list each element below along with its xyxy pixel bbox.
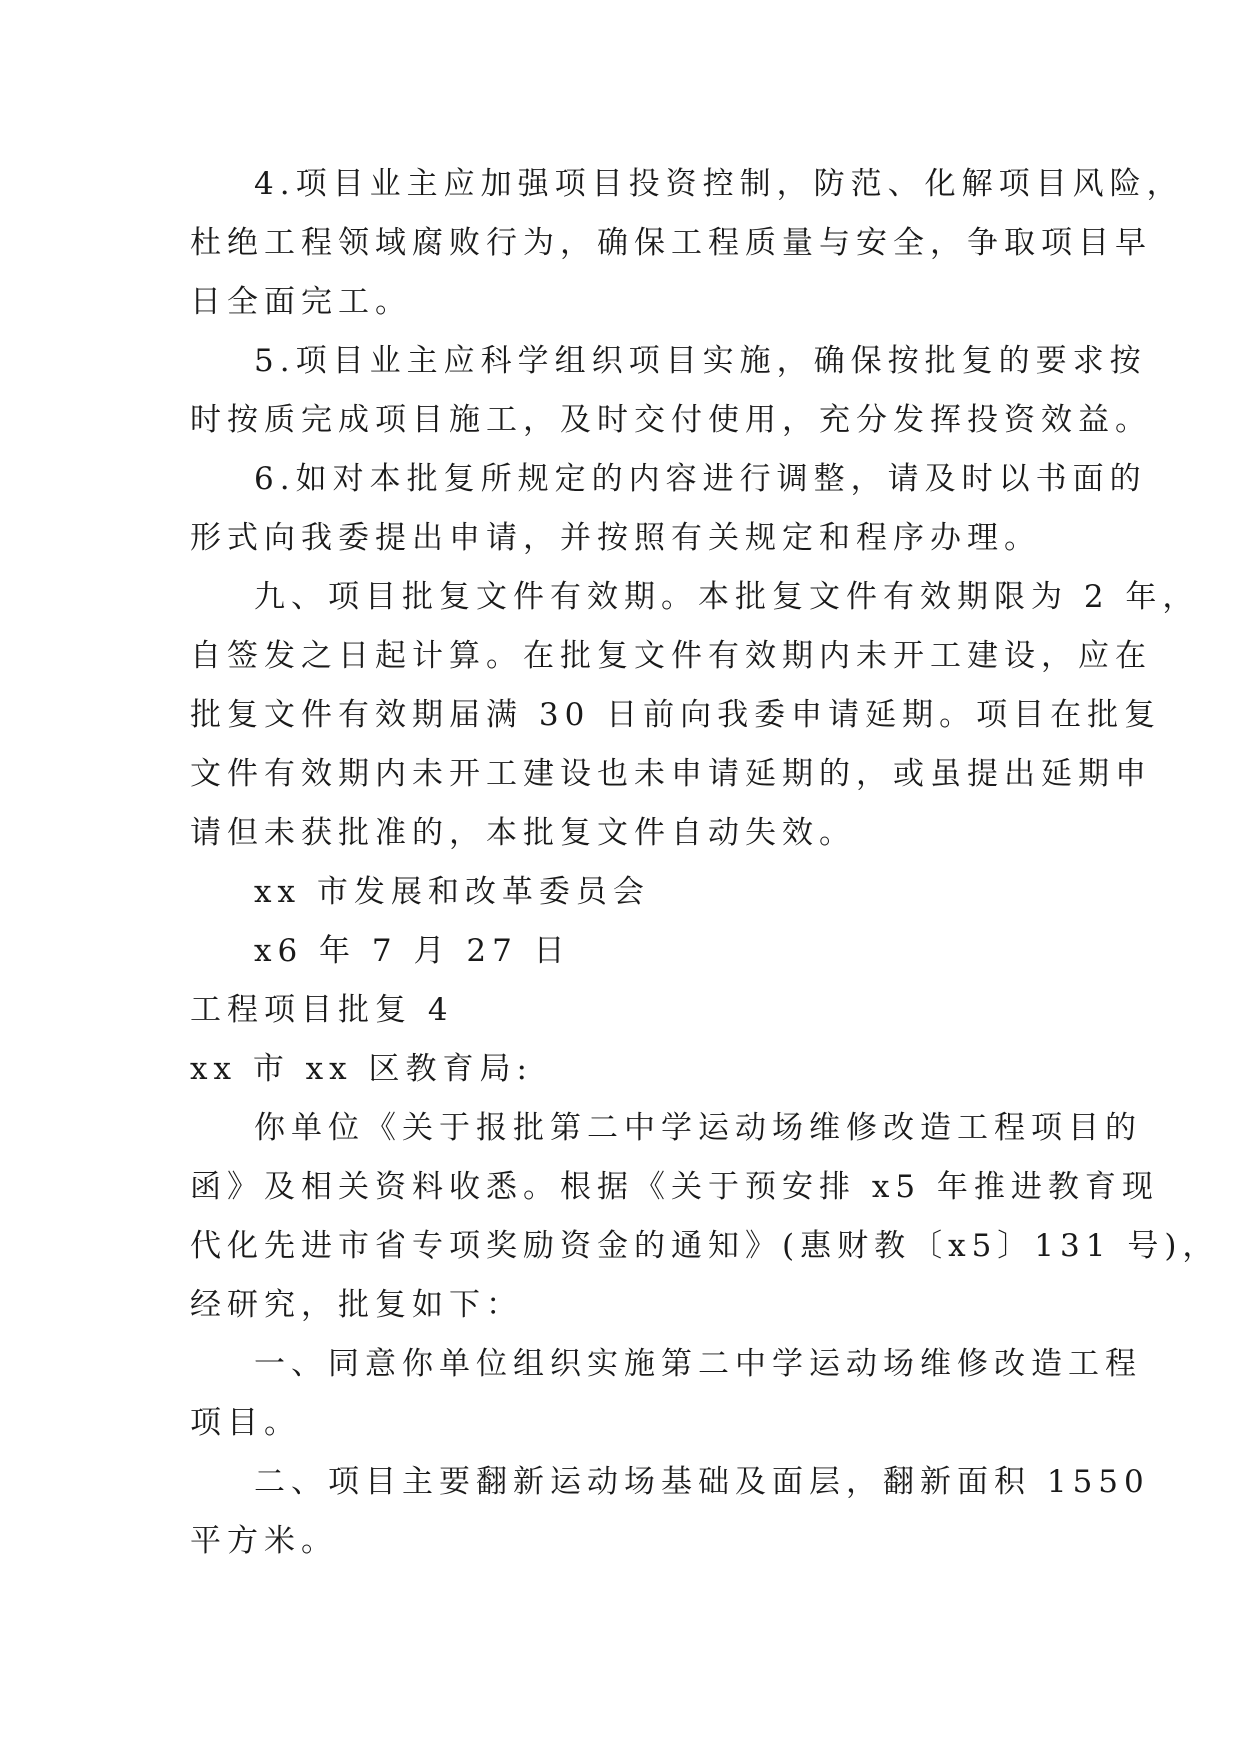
text-line: 批复文件有效期届满 30 日前向我委申请延期。项目在批复 [190,697,1162,733]
text-line: 文件有效期内未开工建设也未申请延期的，或虽提出延期申 [190,756,1152,792]
text-line: 日全面完工。 [190,284,412,320]
text-line: 杜绝工程领域腐败行为，确保工程质量与安全，争取项目早 [190,225,1152,261]
signature-date: x6 年 7 月 27 日 [254,933,571,969]
text-line: 项目。 [190,1405,301,1441]
signature-organization: xx 市发展和改革委员会 [254,874,650,910]
text-line: 你单位《关于报批第二中学运动场维修改造工程项目的 [254,1110,1142,1146]
text-line: 一、同意你单位组织实施第二中学运动场维修改造工程 [254,1346,1142,1382]
document-body [190,155,1220,1571]
addressee: xx 市 xx 区教育局: [190,1051,533,1087]
text-line: 请但未获批准的，本批复文件自动失效。 [190,815,856,851]
text-line: 九、项目批复文件有效期。本批复文件有效期限为 2 年， [254,579,1200,615]
text-line: 时按质完成项目施工，及时交付使用，充分发挥投资效益。 [190,402,1152,438]
text-line: 二、项目主要翻新运动场基础及面层，翻新面积 1550 [254,1464,1150,1500]
section-title: 工程项目批复 4 [190,992,454,1028]
text-line: 经研究，批复如下： [190,1287,523,1323]
text-line: 代化先进市省专项奖励资金的通知》(惠财教〔x5〕131 号)， [190,1228,1220,1264]
text-line: 函》及相关资料收悉。根据《关于预安排 x5 年推进教育现 [190,1169,1159,1205]
text-line: 自签发之日起计算。在批复文件有效期内未开工建设，应在 [190,638,1152,674]
text-line: 形式向我委提出申请，并按照有关规定和程序办理。 [190,520,1041,556]
text-line: 6.如对本批复所规定的内容进行调整，请及时以书面的 [254,461,1147,497]
text-line: 平方米。 [190,1523,338,1559]
text-line: 5.项目业主应科学组织项目实施，确保按批复的要求按 [254,343,1147,379]
text-line: 4.项目业主应加强项目投资控制，防范、化解项目风险， [254,166,1184,202]
